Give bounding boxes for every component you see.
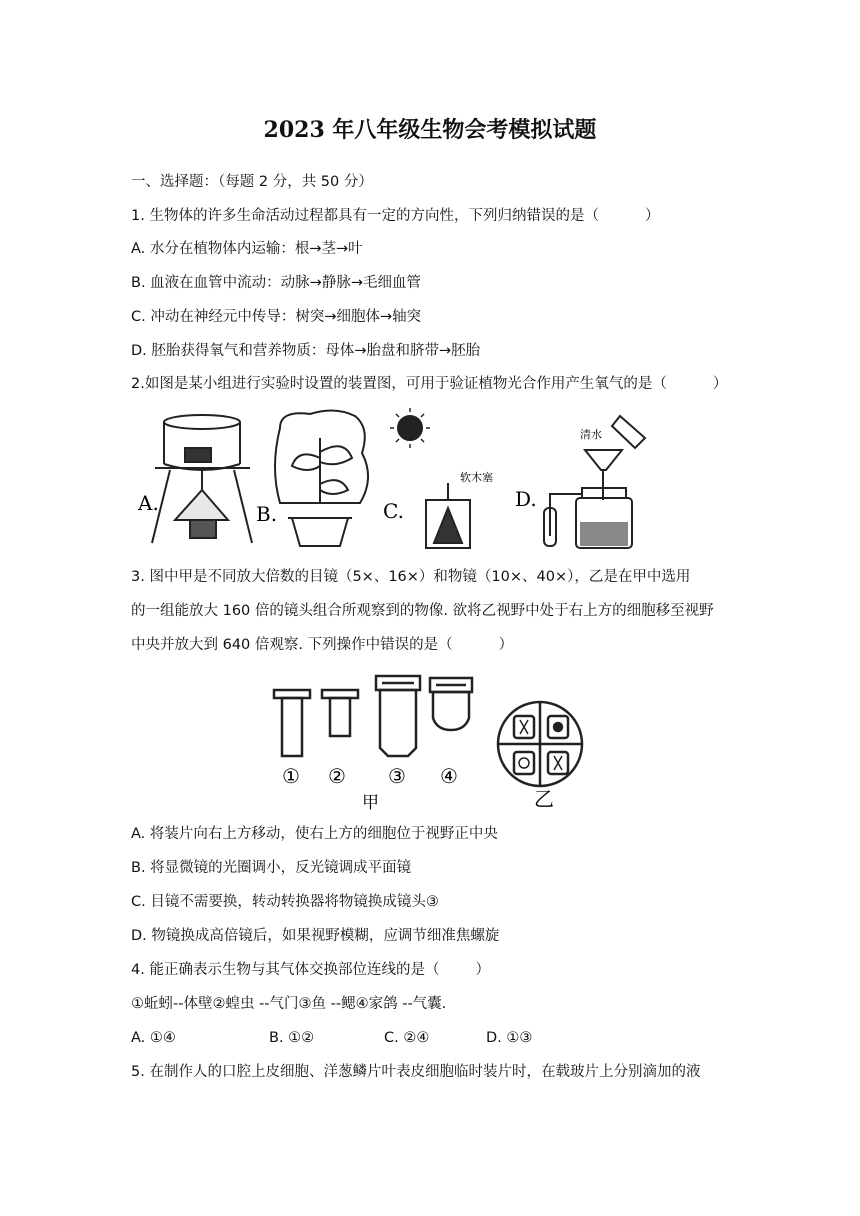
apparatus-c-image bbox=[390, 408, 470, 548]
question-2-figure bbox=[130, 408, 730, 553]
lens-label-2: ② bbox=[328, 764, 346, 788]
question-5-stem: 5. 在制作人的口腔上皮细胞、洋葱鳞片叶表皮细胞临时装片时，在载玻片上分别滴加的液 bbox=[131, 1064, 701, 1080]
apparatus-a-image bbox=[152, 415, 252, 543]
question-2-text: 2.如图是某小组进行实验时设置的装置图，可用于验证植物光合作用产生氧气的是（ bbox=[131, 376, 667, 392]
fig-label-b: B. bbox=[256, 502, 278, 526]
fig-label-a: A. bbox=[138, 491, 159, 515]
water-label: 清水 bbox=[580, 428, 602, 441]
question-2-close: ） bbox=[712, 376, 728, 392]
question-4-option-d: D. ①③ bbox=[486, 1030, 533, 1046]
question-1-option-b: B. 血液在血管中流动：动脉→静脉→毛细血管 bbox=[131, 275, 421, 291]
question-3-figure bbox=[270, 672, 590, 812]
question-2-stem bbox=[131, 374, 727, 394]
question-1-text: 1. 生物体的许多生命活动过程都具有一定的方向性，下列归纳错误的是（ bbox=[131, 208, 599, 224]
question-3-text: 中央并放大到 640 倍观察. 下列操作中错误的是（ bbox=[131, 637, 453, 653]
question-1-option-a: A. 水分在植物体内运输：根→茎→叶 bbox=[131, 241, 363, 257]
cork-label: 软木塞 bbox=[460, 471, 493, 484]
yi-label: 乙 bbox=[534, 787, 554, 811]
apparatus-b-image bbox=[275, 410, 368, 546]
question-4-items: ①蚯蚓--体壁②蝗虫 --气门③鱼 --鳃④家鸽 --气囊. bbox=[131, 996, 447, 1012]
question-3-option-c: C. 目镜不需要换，转动转换器将物镜换成镜头③ bbox=[131, 894, 439, 910]
question-1-option-d: D. 胚胎获得氧气和营养物质：母体→胎盘和脐带→胚胎 bbox=[131, 343, 481, 359]
question-4-option-c: C. ②④ bbox=[384, 1030, 430, 1046]
question-4-option-a: A. ①④ bbox=[131, 1030, 176, 1046]
question-1-option-c: C. 冲动在神经元中传导：树突→细胞体→轴突 bbox=[131, 309, 422, 325]
question-3-option-a: A. 将装片向右上方移动，使右上方的细胞位于视野正中央 bbox=[131, 826, 498, 842]
question-4-close: ） bbox=[475, 962, 490, 978]
question-3-option-b: B. 将显微镜的光圈调小，反光镜调成平面镜 bbox=[131, 860, 412, 876]
question-4-option-b: B. ①② bbox=[269, 1030, 315, 1046]
lens-label-3: ③ bbox=[388, 764, 406, 788]
jia-label: 甲 bbox=[362, 793, 379, 812]
lens-label-4: ④ bbox=[440, 764, 458, 788]
question-3-line-2: 的一组能放大 160 倍的镜头组合所观察到的物像. 欲将乙视野中处于右上方的细胞移至视野 bbox=[131, 603, 714, 619]
lens-label-1: ① bbox=[282, 764, 300, 788]
question-4-text: 4. 能正确表示生物与其气体交换部位连线的是（ bbox=[131, 962, 440, 978]
eyepiece-1-image bbox=[274, 690, 310, 756]
question-3-line-3 bbox=[131, 635, 513, 655]
question-3-option-d: D. 物镜换成高倍镜后，如果视野模糊，应调节细准焦螺旋 bbox=[131, 928, 500, 944]
page-title: 2023 年八年级生物会考模拟试题 bbox=[263, 117, 597, 143]
question-1-stem bbox=[131, 206, 659, 226]
objective-3-image bbox=[376, 676, 420, 756]
section-heading: 一、选择题：（每题 2 分，共 50 分） bbox=[131, 174, 373, 190]
field-of-view-image bbox=[498, 702, 582, 786]
question-3-close: ） bbox=[498, 637, 514, 653]
fig-label-c: C. bbox=[383, 499, 404, 523]
eyepiece-2-image bbox=[322, 690, 358, 736]
question-4-stem bbox=[131, 960, 490, 980]
objective-4-image bbox=[430, 678, 472, 730]
question-3-line-1: 3. 图中甲是不同放大倍数的目镜（5×、16×）和物镜（10×、40×），乙是在甲中选用 bbox=[131, 569, 691, 585]
question-1-close: ） bbox=[644, 208, 660, 224]
fig-label-d: D. bbox=[515, 487, 537, 511]
